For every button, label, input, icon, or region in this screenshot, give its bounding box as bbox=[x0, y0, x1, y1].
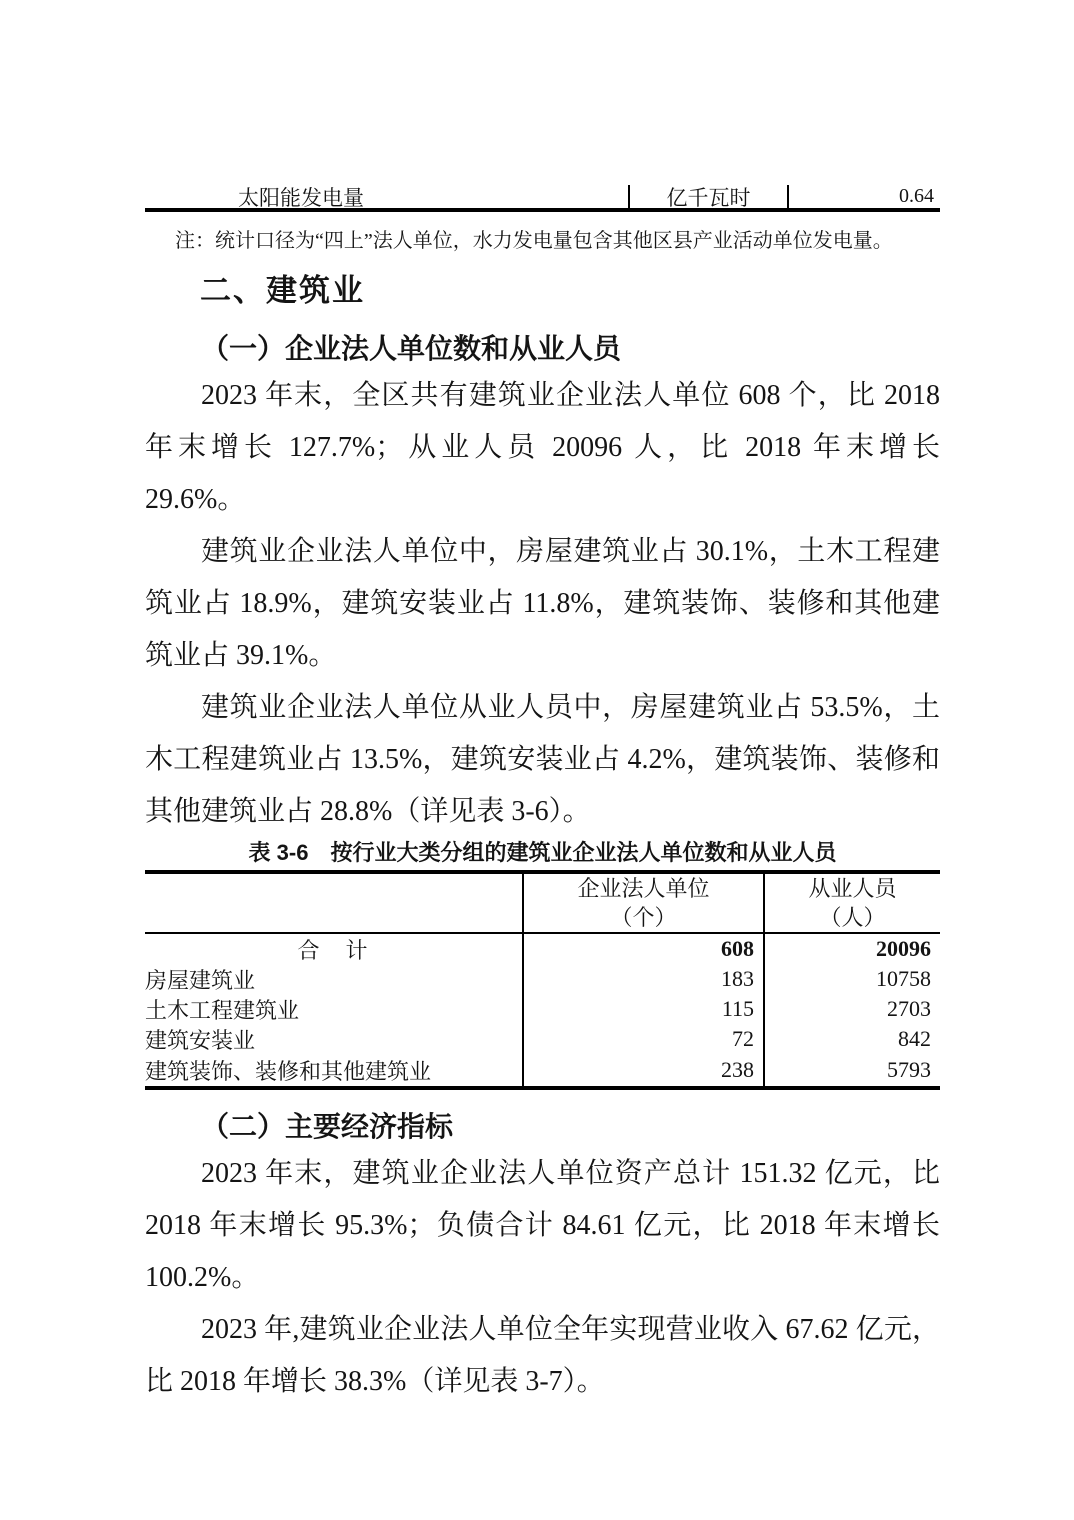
header-cell-persons bbox=[763, 874, 940, 932]
row-persons-value: 842 bbox=[763, 1024, 940, 1054]
subsection-2-heading: （二）主要经济指标 bbox=[201, 1112, 454, 1143]
row-label: 建筑安装业 bbox=[145, 1027, 256, 1053]
table-3-6 bbox=[145, 870, 940, 1090]
table-row bbox=[145, 994, 940, 1024]
row-label: 合 计 bbox=[297, 937, 370, 963]
table-row bbox=[145, 964, 940, 994]
row-units-value: 238 bbox=[522, 1054, 763, 1086]
row-units-value: 72 bbox=[522, 1024, 763, 1054]
header-cell-empty bbox=[145, 874, 522, 932]
row-units-value: 115 bbox=[522, 994, 763, 1024]
section-heading: 二、建筑业 bbox=[200, 273, 365, 308]
row-persons-value: 2703 bbox=[763, 994, 940, 1024]
table-row-total bbox=[145, 934, 940, 964]
row-persons-value: 20096 bbox=[763, 934, 940, 964]
row-units-value: 183 bbox=[522, 964, 763, 994]
row-label: 建筑装饰、装修和其他建筑业 bbox=[145, 1058, 432, 1084]
table-header-row bbox=[145, 874, 940, 934]
table-row bbox=[145, 1054, 940, 1086]
header-units-line2: （个） bbox=[610, 905, 677, 930]
table-row bbox=[145, 1024, 940, 1054]
header-persons-line1: 从业人员 bbox=[808, 876, 897, 901]
table-3-6-caption: 表 3-6 按行业大类分组的建筑业企业法人单位数和从业人员 bbox=[248, 840, 837, 865]
header-persons-line2: （人） bbox=[819, 905, 886, 930]
row-persons-value: 5793 bbox=[763, 1054, 940, 1086]
paragraph: 2023 年,建筑业企业法人单位全年实现营业收入 67.62 亿元，比 2018 年增长 38.3%（详见表 3-7）。 bbox=[145, 1314, 940, 1397]
row-label: 土木工程建筑业 bbox=[145, 997, 300, 1023]
paragraph: 2023 年末，全区共有建筑业企业法人单位 608 个，比 2018 年末增长 127.7%；从业人员 20096 人，比 2018 年末增长 29.6%。 bbox=[145, 380, 940, 515]
value-cell: 0.64 bbox=[787, 185, 940, 208]
header-units-line1: 企业法人单位 bbox=[577, 876, 710, 901]
subsection-1-heading: （一）企业法人单位数和从业人员 bbox=[201, 334, 622, 365]
header-cell-units bbox=[522, 874, 763, 932]
table-footnote: 注：统计口径为“四上”法人单位，水力发电量包含其他区县产业活动单位发电量。 bbox=[175, 230, 893, 252]
paragraph: 建筑业企业法人单位中，房屋建筑业占 30.1%，土木工程建筑业占 18.9%，建筑安装业占 11.8%，建筑装饰、装修和其他建筑业占 39.1%。 bbox=[145, 536, 940, 671]
unit-cell: 亿千瓦时 bbox=[628, 185, 787, 208]
row-units-value: 608 bbox=[522, 934, 763, 964]
row-label: 房屋建筑业 bbox=[145, 967, 256, 993]
row-persons-value: 10758 bbox=[763, 964, 940, 994]
paragraph: 建筑业企业法人单位从业人员中，房屋建筑业占 53.5%，土木工程建筑业占 13.5%，建筑安装业占 4.2%，建筑装饰、装修和其他建筑业占 28.8%（详见表 3-6）。 bbox=[145, 692, 940, 827]
paragraph: 2023 年末，建筑业企业法人单位资产总计 151.32 亿元，比 2018 年末增长 95.3%；负债合计 84.61 亿元，比 2018 年末增长 100.2%。 bbox=[145, 1158, 940, 1293]
top-table-last-row bbox=[145, 185, 940, 212]
page-content bbox=[145, 0, 940, 1408]
indicator-cell: 太阳能发电量 bbox=[238, 185, 364, 210]
